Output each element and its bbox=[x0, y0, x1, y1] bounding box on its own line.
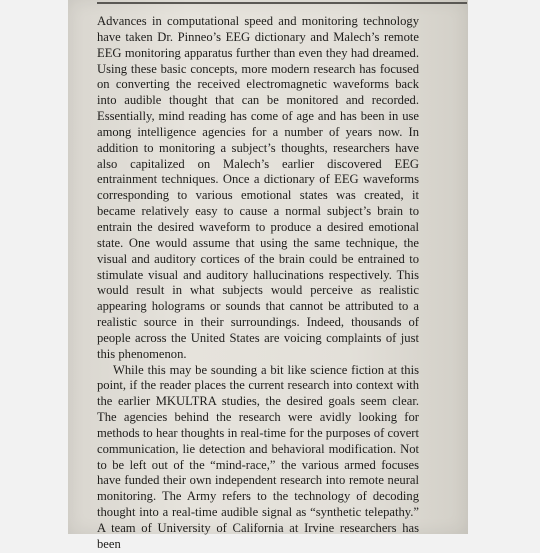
book-page bbox=[68, 0, 468, 551]
page-body bbox=[97, 14, 419, 553]
paragraph-2: While this may be sounding a bit like science fiction at this point, if the reader places the current research into context with the earlier MKULTRA studies, the desired goals seem clear. The agencies behind the research were avidly looking for methods to hear thoughts in real-time for the purposes of covert communication, lie detection and behavioral modification. Not to be left out of the “mind-race,” the various armed focuses have funded their own independent research into remote neural monitoring. The Army refers to the technology of decoding thought into a real-time audible signal as “synthetic telepathy.” A team of University of California at Irvine researchers has been bbox=[97, 362, 419, 551]
header-rule bbox=[97, 2, 467, 4]
paragraph-1: Advances in computational speed and monitoring technology have taken Dr. Pinneo’s EEG dictionary and Malech’s remote EEG monitoring apparatus further than even they had dreamed. Using these basic concepts, more modern research has focused on converting the received electromagnetic waveforms back into audible thought that can be monitored and recorded. Essentially, mind reading has come of age and has been in use among intelligence agencies for a number of years now. In addition to monitoring a subject’s thoughts, researchers have also capitalized on Malech’s earlier discovered EEG entrainment techniques. Once a dictionary of EEG waveforms corresponding to various emotional states was created, it became relatively easy to cause a normal subject’s brain to entrain the desired waveform to produce a desired emotional state. One would assume that using the same technique, the visual and auditory cortices of the brain could be entrained to stimulate visual and auditory hallucinations respectively. This would result in what subjects would perceive as realistic appearing holograms or sounds that cannot be attributed to a realistic source in their surroundings. Indeed, thousands of people across the United States are voicing complaints of just this phenomenon. bbox=[97, 14, 419, 361]
